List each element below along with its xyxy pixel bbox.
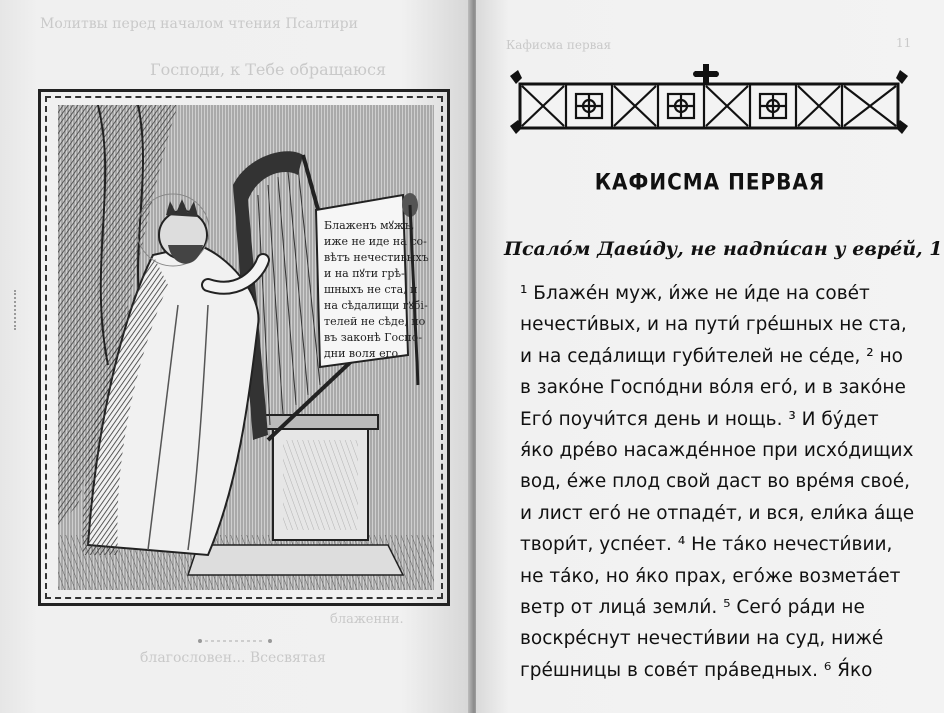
- bleed-through-text: Молитвы перед началом чтения Псалтири: [40, 16, 358, 32]
- scroll-line: телей не сѣде, но: [324, 315, 426, 328]
- scroll-line: Блаженъ мꙋжъ,: [324, 219, 415, 232]
- psalm-text: [520, 278, 928, 686]
- bleed-through-page-number: 11: [896, 36, 912, 50]
- bleed-through-text: Кафисма первая: [506, 38, 612, 52]
- section-heading: КАФИСМА ПЕРВАЯ: [594, 168, 826, 196]
- text-line: я́ко дре́во насажде́нное при исхо́дищих: [520, 439, 914, 461]
- text-line: и на седа́лищи губи́телей не се́де, ² но: [520, 345, 903, 367]
- footer-ornament: [195, 636, 275, 646]
- text-line: ¹ Блаже́н муж, и́же не и́де на сове́т: [520, 283, 870, 304]
- text-line: нечести́вых, и на пути́ гре́шных не ста,: [520, 314, 907, 336]
- scroll-line: иже не иде на со-: [324, 235, 427, 248]
- bleed-through-text: благословен... Всесвятая: [140, 650, 326, 666]
- scroll-line: дни воля его.: [324, 347, 402, 360]
- bleed-through-text: Господи, к Тебе обращаюся: [150, 60, 387, 79]
- text-line: гре́шницы в сове́т пра́ведных. ⁶ Я́ко: [520, 659, 873, 681]
- scroll-line: на сѣдалищи гꙋбі-: [324, 299, 428, 312]
- text-line: и лист его́ не отпаде́т, и вся, ели́ка а́ще: [520, 502, 915, 524]
- text-line: вод, е́же плод свой даст во вре́мя свое́,: [520, 471, 910, 493]
- scroll-inscription: [324, 219, 429, 360]
- text-line: Его́ поучи́тся день и нощь. ³ И бу́дет: [520, 408, 879, 430]
- bleed-through-text: блаженни.: [330, 612, 404, 627]
- text-line: твори́т, успе́ет. ⁴ Не та́ко нечести́вии,: [520, 534, 893, 556]
- scroll-line: шныхъ не ста, и: [324, 283, 418, 296]
- text-line: ветр от лица́ земли́. ⁵ Сего́ ра́ди не: [520, 596, 865, 618]
- scroll-line: вѣтъ нечестивыхъ: [324, 251, 429, 264]
- right-page: [476, 0, 944, 713]
- text-line: в зако́не Госпо́дни во́ля его́, и в зако́не: [520, 377, 906, 399]
- ornamental-header-band: [508, 64, 910, 136]
- scroll-line: въ законѣ Госпо-: [324, 331, 422, 344]
- engraving-king-david-harp: [58, 105, 434, 590]
- psalm-title: Псало́м Дави́ду, не надпи́сан у евре́й, 1: [504, 238, 943, 260]
- edge-ornament: [14, 290, 22, 330]
- text-line: воскре́снут нечести́вии на суд, ниже́: [520, 628, 884, 650]
- text-line: не та́ко, но я́ко прах, его́же возмета́ет: [520, 565, 901, 587]
- scroll-line: и на пꙋти грѣ-: [324, 267, 405, 280]
